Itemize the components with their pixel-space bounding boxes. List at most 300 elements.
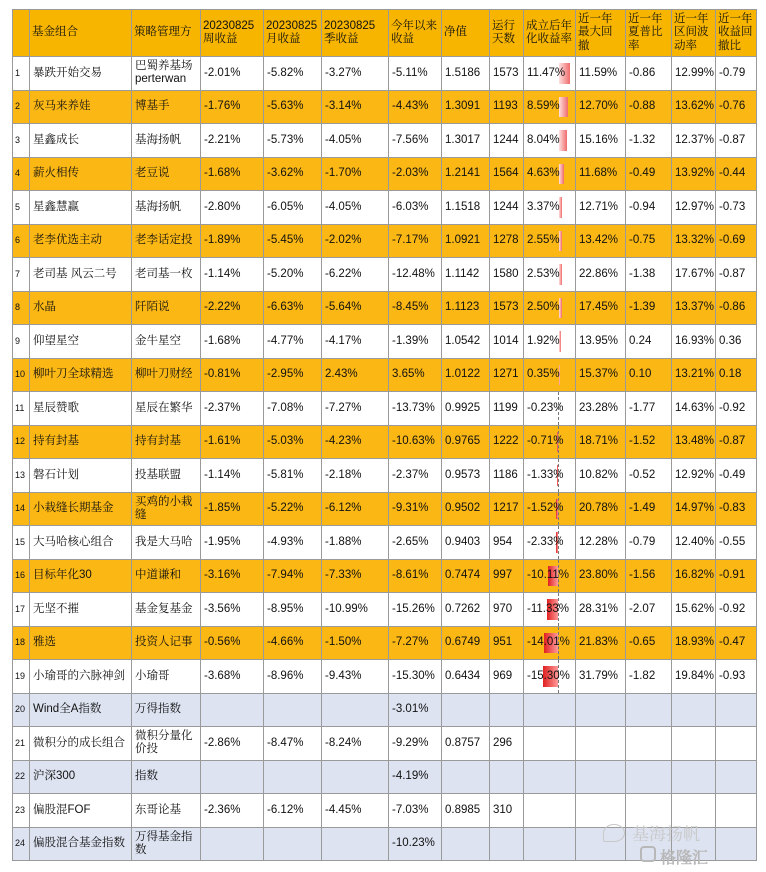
cell-month <box>264 760 322 794</box>
cell-annual <box>524 157 576 191</box>
cell-annual <box>524 526 576 560</box>
cell-season: -2.02% <box>322 224 389 258</box>
cell-days: 1186 <box>490 459 524 493</box>
cell-drawdown: 11.59% <box>576 57 626 91</box>
cell-ytd: -2.65% <box>389 526 442 560</box>
cell-ddratio: -0.79 <box>716 57 757 91</box>
cell-annual <box>524 291 576 325</box>
cell-ytd: -8.45% <box>389 291 442 325</box>
cell-manager: 持有封基 <box>132 425 201 459</box>
cell-manager: 阡陌说 <box>132 291 201 325</box>
annual-return-bar <box>559 97 568 118</box>
cell-index: 6 <box>13 224 30 258</box>
cell-ddratio: 0.36 <box>716 325 757 359</box>
annual-return-value: -0.71% <box>527 435 564 448</box>
cell-index: 18 <box>13 626 30 660</box>
cell-name: 持有封基 <box>30 425 132 459</box>
cell-days: 954 <box>490 526 524 560</box>
cell-month: -5.82% <box>264 57 322 91</box>
cell-season: -8.24% <box>322 727 389 761</box>
annual-return-value: 2.53% <box>527 267 560 280</box>
cell-volatility: 13.32% <box>672 224 716 258</box>
cell-name: 无坚不摧 <box>30 593 132 627</box>
table-row <box>13 325 757 359</box>
cell-name: 目标年化30 <box>30 559 132 593</box>
cell-week: -2.80% <box>201 191 264 225</box>
annual-return-value: 0.35% <box>527 368 560 381</box>
cell-days: 1271 <box>490 358 524 392</box>
annual-return-value: -1.33% <box>527 468 564 481</box>
cell-drawdown: 31.79% <box>576 660 626 694</box>
cell-nav: 0.9573 <box>442 459 490 493</box>
cell-name: 磐石计划 <box>30 459 132 493</box>
cell-season: -10.99% <box>322 593 389 627</box>
gelonghui-logo-icon <box>640 846 656 862</box>
header-season: 20230825季收益 <box>322 10 389 57</box>
cell-manager: 老司基一枚 <box>132 258 201 292</box>
cell-index: 1 <box>13 57 30 91</box>
cell-manager: 指数 <box>132 760 201 794</box>
cell-annual <box>524 626 576 660</box>
cell-ddratio <box>716 794 757 828</box>
header-volatility: 近一年区间波动率 <box>672 10 716 57</box>
cell-drawdown <box>576 760 626 794</box>
cell-nav: 0.8985 <box>442 794 490 828</box>
cell-annual <box>524 727 576 761</box>
cell-volatility: 19.84% <box>672 660 716 694</box>
cell-month: -4.93% <box>264 526 322 560</box>
cell-volatility: 13.48% <box>672 425 716 459</box>
table-row <box>13 727 757 761</box>
cell-drawdown: 22.86% <box>576 258 626 292</box>
cell-manager: 万得指数 <box>132 693 201 727</box>
watermark-brand: 基海扬帆 <box>632 825 700 844</box>
cell-sharpe: -1.49 <box>626 492 672 526</box>
annual-return-value <box>524 770 527 782</box>
cell-days: 1573 <box>490 291 524 325</box>
cell-manager: 星辰在繁华 <box>132 392 201 426</box>
cell-sharpe: -0.94 <box>626 191 672 225</box>
cell-week: -1.89% <box>201 224 264 258</box>
header-ytd: 今年以来收益 <box>389 10 442 57</box>
cell-month: -2.95% <box>264 358 322 392</box>
cell-days: 1580 <box>490 258 524 292</box>
cell-week: -0.56% <box>201 626 264 660</box>
cell-sharpe <box>626 727 672 761</box>
annual-return-value: -10.11% <box>527 569 569 582</box>
cell-season: -4.05% <box>322 124 389 158</box>
annual-return-value: 8.59% <box>527 100 560 113</box>
cell-drawdown: 17.45% <box>576 291 626 325</box>
cell-days: 970 <box>490 593 524 627</box>
header-index <box>13 10 30 57</box>
cell-nav: 1.3017 <box>442 124 490 158</box>
table-row <box>13 291 757 325</box>
cell-ddratio: -0.91 <box>716 559 757 593</box>
table-row <box>13 258 757 292</box>
cell-annual <box>524 90 576 124</box>
cell-season: -9.43% <box>322 660 389 694</box>
table-row <box>13 224 757 258</box>
annual-return-value: -1.52% <box>527 502 564 515</box>
cell-week: -0.81% <box>201 358 264 392</box>
cell-month: -6.63% <box>264 291 322 325</box>
cell-days: 310 <box>490 794 524 828</box>
cell-index: 8 <box>13 291 30 325</box>
cell-sharpe: -1.82 <box>626 660 672 694</box>
cell-index: 11 <box>13 392 30 426</box>
cell-week: -2.37% <box>201 392 264 426</box>
cell-manager: 巴蜀养基场 perterwan <box>132 57 201 91</box>
cell-manager: 基金复基金 <box>132 593 201 627</box>
cell-annual <box>524 593 576 627</box>
cell-annual <box>524 559 576 593</box>
cell-sharpe: -0.52 <box>626 459 672 493</box>
cell-index: 2 <box>13 90 30 124</box>
table-row <box>13 157 757 191</box>
cell-manager: 老豆说 <box>132 157 201 191</box>
annual-return-value: 2.55% <box>527 234 560 247</box>
cell-season: 2.43% <box>322 358 389 392</box>
cell-ytd: -2.37% <box>389 459 442 493</box>
cell-sharpe: -1.52 <box>626 425 672 459</box>
cell-drawdown <box>576 727 626 761</box>
header-week: 20230825周收益 <box>201 10 264 57</box>
cell-week <box>201 693 264 727</box>
header-annual: 成立后年化收益率 <box>524 10 576 57</box>
cell-name: 沪深300 <box>30 760 132 794</box>
cell-week: -3.68% <box>201 660 264 694</box>
cell-manager: 投资人记事 <box>132 626 201 660</box>
cell-name: 小栽缝长期基金 <box>30 492 132 526</box>
cell-ytd: 3.65% <box>389 358 442 392</box>
cell-index: 14 <box>13 492 30 526</box>
table-row <box>13 559 757 593</box>
cell-name: 老李优选主动 <box>30 224 132 258</box>
cell-season: -1.70% <box>322 157 389 191</box>
cell-month: -7.08% <box>264 392 322 426</box>
cell-sharpe: -1.77 <box>626 392 672 426</box>
cell-index: 4 <box>13 157 30 191</box>
annual-return-value: 4.63% <box>527 167 560 180</box>
cell-sharpe: -0.88 <box>626 90 672 124</box>
cell-index: 13 <box>13 459 30 493</box>
cell-index: 3 <box>13 124 30 158</box>
cell-week: -1.68% <box>201 325 264 359</box>
cell-sharpe <box>626 693 672 727</box>
header-name: 基金组合 <box>30 10 132 57</box>
cell-volatility: 13.62% <box>672 90 716 124</box>
cell-index: 19 <box>13 660 30 694</box>
cell-ddratio: -0.86 <box>716 291 757 325</box>
cell-annual <box>524 425 576 459</box>
cell-name: 星鑫慧赢 <box>30 191 132 225</box>
cell-drawdown: 13.42% <box>576 224 626 258</box>
cell-ddratio <box>716 760 757 794</box>
cell-name: 星辰赞歌 <box>30 392 132 426</box>
cell-drawdown: 21.83% <box>576 626 626 660</box>
cell-month: -5.03% <box>264 425 322 459</box>
cell-days: 1278 <box>490 224 524 258</box>
cell-ddratio: -0.93 <box>716 660 757 694</box>
cell-nav: 1.1123 <box>442 291 490 325</box>
cell-ddratio: -0.83 <box>716 492 757 526</box>
cell-days <box>490 693 524 727</box>
cell-week: -2.86% <box>201 727 264 761</box>
cell-nav: 0.9925 <box>442 392 490 426</box>
cell-sharpe: 0.10 <box>626 358 672 392</box>
cell-week <box>201 760 264 794</box>
header-ddratio: 近一年收益回撤比 <box>716 10 757 57</box>
annual-return-value: -15.30% <box>527 669 570 682</box>
cell-month: -8.47% <box>264 727 322 761</box>
cell-annual <box>524 57 576 91</box>
cell-month <box>264 827 322 861</box>
cell-week: -1.76% <box>201 90 264 124</box>
cell-volatility: 17.67% <box>672 258 716 292</box>
cell-name: 暴跌开始交易 <box>30 57 132 91</box>
cell-ytd: -15.30% <box>389 660 442 694</box>
cell-index: 16 <box>13 559 30 593</box>
cell-nav <box>442 693 490 727</box>
cell-volatility: 13.92% <box>672 157 716 191</box>
cell-name: 大马哈核心组合 <box>30 526 132 560</box>
cell-manager: 中道谦和 <box>132 559 201 593</box>
cell-annual <box>524 124 576 158</box>
cell-nav: 0.9403 <box>442 526 490 560</box>
table-row <box>13 90 757 124</box>
cell-drawdown <box>576 693 626 727</box>
cell-drawdown: 20.78% <box>576 492 626 526</box>
table-row <box>13 425 757 459</box>
annual-return-value <box>524 837 527 849</box>
cell-season: -4.23% <box>322 425 389 459</box>
cell-volatility: 12.40% <box>672 526 716 560</box>
cell-volatility <box>672 693 716 727</box>
cell-season: -3.27% <box>322 57 389 91</box>
cell-ddratio: -0.87 <box>716 124 757 158</box>
cell-volatility: 14.63% <box>672 392 716 426</box>
cell-month: -5.81% <box>264 459 322 493</box>
table-row <box>13 392 757 426</box>
cell-week: -2.22% <box>201 291 264 325</box>
cell-ddratio <box>716 727 757 761</box>
cell-name: 小瑜哥的六脉神剑 <box>30 660 132 694</box>
cell-drawdown: 23.28% <box>576 392 626 426</box>
cell-nav: 1.0542 <box>442 325 490 359</box>
cell-week: -1.14% <box>201 459 264 493</box>
cell-days: 1244 <box>490 124 524 158</box>
cell-sharpe: -1.32 <box>626 124 672 158</box>
cell-days: 296 <box>490 727 524 761</box>
cell-days: 1244 <box>490 191 524 225</box>
cell-name: 柳叶刀全球精选 <box>30 358 132 392</box>
header-days: 运行天数 <box>490 10 524 57</box>
annual-return-value: -11.33% <box>527 602 569 615</box>
cell-nav: 1.5186 <box>442 57 490 91</box>
cell-sharpe <box>626 760 672 794</box>
cell-volatility: 13.21% <box>672 358 716 392</box>
annual-return-value: 1.92% <box>527 334 560 347</box>
cell-week <box>201 827 264 861</box>
cell-month: -3.62% <box>264 157 322 191</box>
cell-drawdown: 11.68% <box>576 157 626 191</box>
cell-sharpe: -0.65 <box>626 626 672 660</box>
cell-week: -1.14% <box>201 258 264 292</box>
cell-index: 9 <box>13 325 30 359</box>
cell-month: -7.94% <box>264 559 322 593</box>
cell-volatility: 12.37% <box>672 124 716 158</box>
cell-month <box>264 693 322 727</box>
cell-annual <box>524 492 576 526</box>
cell-volatility: 16.93% <box>672 325 716 359</box>
cell-annual <box>524 325 576 359</box>
cell-sharpe: 0.24 <box>626 325 672 359</box>
cell-name: 仰望星空 <box>30 325 132 359</box>
cell-ddratio: -0.47 <box>716 626 757 660</box>
cell-ytd: -3.01% <box>389 693 442 727</box>
cell-drawdown: 10.82% <box>576 459 626 493</box>
cell-manager: 投基联盟 <box>132 459 201 493</box>
cell-days <box>490 827 524 861</box>
cell-index: 22 <box>13 760 30 794</box>
cell-index: 5 <box>13 191 30 225</box>
cell-manager: 小瑜哥 <box>132 660 201 694</box>
cell-drawdown: 15.37% <box>576 358 626 392</box>
cell-sharpe: -1.56 <box>626 559 672 593</box>
header-drawdown: 近一年最大回撤 <box>576 10 626 57</box>
cell-nav: 1.1142 <box>442 258 490 292</box>
table-row <box>13 593 757 627</box>
table-row <box>13 492 757 526</box>
cell-name: 老司基 风云二号 <box>30 258 132 292</box>
cell-volatility: 14.97% <box>672 492 716 526</box>
cell-nav: 0.7262 <box>442 593 490 627</box>
cell-week: -3.16% <box>201 559 264 593</box>
cell-manager: 博基手 <box>132 90 201 124</box>
cell-drawdown: 28.31% <box>576 593 626 627</box>
cell-season: -1.88% <box>322 526 389 560</box>
cell-days <box>490 760 524 794</box>
cell-season: -7.27% <box>322 392 389 426</box>
cell-ddratio: -0.73 <box>716 191 757 225</box>
cell-season: -2.18% <box>322 459 389 493</box>
cell-manager: 东哥论基 <box>132 794 201 828</box>
cell-manager: 基海扬帆 <box>132 191 201 225</box>
annual-return-value <box>524 703 527 715</box>
cell-ytd: -2.03% <box>389 157 442 191</box>
cell-ytd: -4.43% <box>389 90 442 124</box>
cell-season: -7.33% <box>322 559 389 593</box>
fund-portfolio-table <box>12 9 757 861</box>
cell-manager: 我是大马哈 <box>132 526 201 560</box>
cell-ddratio: -0.92 <box>716 392 757 426</box>
cell-ytd: -10.63% <box>389 425 442 459</box>
cell-volatility: 12.97% <box>672 191 716 225</box>
cell-month: -5.45% <box>264 224 322 258</box>
table-row <box>13 124 757 158</box>
cell-ytd: -13.73% <box>389 392 442 426</box>
annual-return-value <box>524 737 527 749</box>
cell-drawdown: 13.95% <box>576 325 626 359</box>
cell-season: -5.64% <box>322 291 389 325</box>
cell-volatility: 12.92% <box>672 459 716 493</box>
cell-sharpe: -0.79 <box>626 526 672 560</box>
cell-ytd: -1.39% <box>389 325 442 359</box>
cell-annual <box>524 794 576 828</box>
cell-ytd: -7.17% <box>389 224 442 258</box>
cell-nav: 0.8757 <box>442 727 490 761</box>
cell-annual <box>524 258 576 292</box>
cell-month: -6.12% <box>264 794 322 828</box>
cell-volatility: 12.99% <box>672 57 716 91</box>
cell-week: -2.36% <box>201 794 264 828</box>
cell-ytd: -5.11% <box>389 57 442 91</box>
annual-return-value: 2.50% <box>527 301 560 314</box>
cell-name: 灰马来养娃 <box>30 90 132 124</box>
cell-annual <box>524 459 576 493</box>
cell-days: 1217 <box>490 492 524 526</box>
cell-drawdown: 15.16% <box>576 124 626 158</box>
cell-nav: 1.0122 <box>442 358 490 392</box>
cell-name: Wind全A指数 <box>30 693 132 727</box>
cell-nav <box>442 827 490 861</box>
cell-month: -5.22% <box>264 492 322 526</box>
cell-volatility: 16.82% <box>672 559 716 593</box>
cell-volatility: 18.93% <box>672 626 716 660</box>
cell-drawdown <box>576 794 626 828</box>
cell-manager: 柳叶刀财经 <box>132 358 201 392</box>
cell-month: -6.05% <box>264 191 322 225</box>
cell-ytd: -7.27% <box>389 626 442 660</box>
cell-days: 1222 <box>490 425 524 459</box>
cell-index: 23 <box>13 794 30 828</box>
cell-season: -6.12% <box>322 492 389 526</box>
cell-nav: 0.9502 <box>442 492 490 526</box>
cell-index: 15 <box>13 526 30 560</box>
cell-ddratio: -0.49 <box>716 459 757 493</box>
cell-week: -1.95% <box>201 526 264 560</box>
cell-nav: 0.7474 <box>442 559 490 593</box>
cell-ytd: -12.48% <box>389 258 442 292</box>
cell-name: 星鑫成长 <box>30 124 132 158</box>
cell-sharpe: -0.86 <box>626 57 672 91</box>
cell-index: 10 <box>13 358 30 392</box>
cell-annual <box>524 358 576 392</box>
cell-volatility: 15.62% <box>672 593 716 627</box>
watermark-site: 格隆汇 <box>660 850 709 867</box>
cell-nav: 1.3091 <box>442 90 490 124</box>
cell-index: 17 <box>13 593 30 627</box>
header-nav: 净值 <box>442 10 490 57</box>
cell-annual <box>524 392 576 426</box>
table-row <box>13 57 757 91</box>
cell-index: 20 <box>13 693 30 727</box>
cell-days: 951 <box>490 626 524 660</box>
table-row <box>13 526 757 560</box>
cell-ddratio: -0.69 <box>716 224 757 258</box>
annual-return-value <box>524 804 527 816</box>
cell-index: 12 <box>13 425 30 459</box>
cell-ytd: -7.56% <box>389 124 442 158</box>
table-row <box>13 626 757 660</box>
annual-return-value: 3.37% <box>527 200 560 213</box>
cell-days: 969 <box>490 660 524 694</box>
cell-nav <box>442 760 490 794</box>
annual-return-value: -2.33% <box>527 535 564 548</box>
cell-season: -4.17% <box>322 325 389 359</box>
cell-nav: 1.2141 <box>442 157 490 191</box>
